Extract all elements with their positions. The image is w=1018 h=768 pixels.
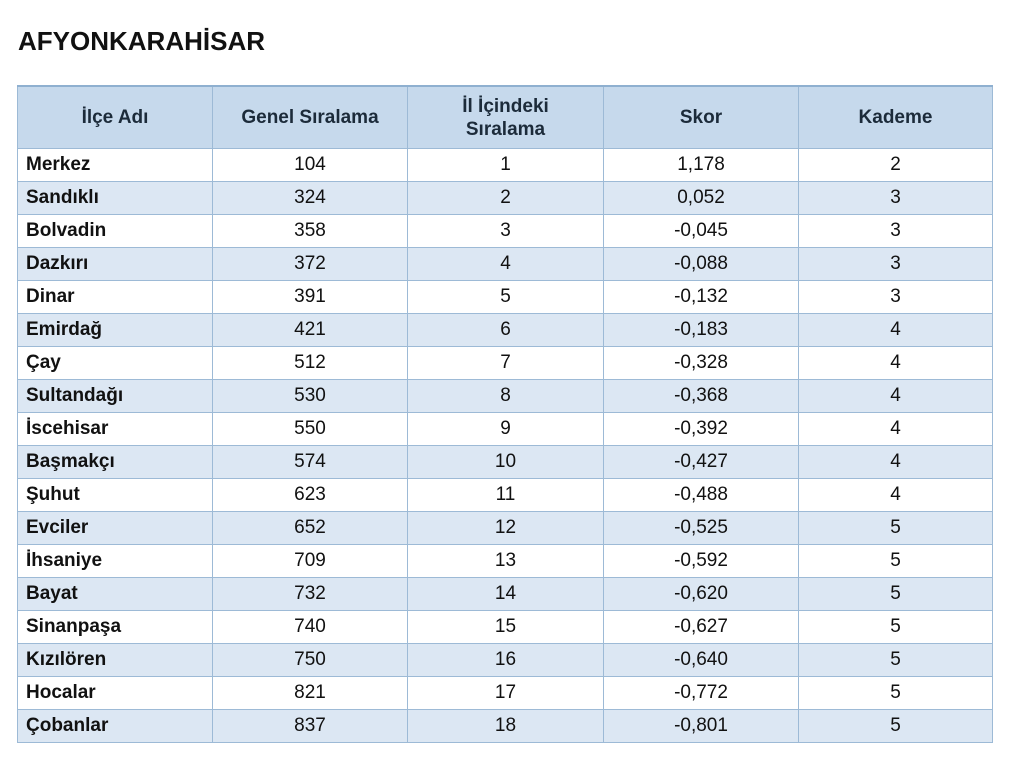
cell-district-name: Çay [18, 347, 213, 380]
cell-tier: 3 [799, 182, 993, 215]
table-row [18, 512, 993, 545]
cell-general-rank: 372 [213, 248, 408, 281]
column-header-label: Kademe [858, 107, 933, 128]
cell-score: -0,427 [604, 446, 799, 479]
table-row [18, 314, 993, 347]
table-row [18, 677, 993, 710]
table-row [18, 644, 993, 677]
cell-score: -0,045 [604, 215, 799, 248]
cell-general-rank: 530 [213, 380, 408, 413]
cell-province-rank: 18 [408, 710, 604, 743]
cell-tier: 2 [799, 149, 993, 182]
cell-score: -0,488 [604, 479, 799, 512]
column-header-province-rank [408, 86, 604, 149]
cell-district-name: Merkez [18, 149, 213, 182]
cell-province-rank: 5 [408, 281, 604, 314]
cell-score: -0,525 [604, 512, 799, 545]
column-header-district [18, 86, 213, 149]
cell-tier: 5 [799, 611, 993, 644]
cell-general-rank: 837 [213, 710, 408, 743]
table-row [18, 215, 993, 248]
cell-general-rank: 358 [213, 215, 408, 248]
table-row [18, 347, 993, 380]
cell-general-rank: 623 [213, 479, 408, 512]
cell-score: 0,052 [604, 182, 799, 215]
cell-province-rank: 15 [408, 611, 604, 644]
cell-district-name: Hocalar [18, 677, 213, 710]
table-row [18, 149, 993, 182]
cell-score: -0,328 [604, 347, 799, 380]
cell-general-rank: 421 [213, 314, 408, 347]
cell-district-name: Bolvadin [18, 215, 213, 248]
cell-tier: 5 [799, 677, 993, 710]
cell-general-rank: 652 [213, 512, 408, 545]
table-header-row [18, 86, 993, 149]
cell-district-name: Emirdağ [18, 314, 213, 347]
cell-province-rank: 13 [408, 545, 604, 578]
cell-district-name: Başmakçı [18, 446, 213, 479]
cell-score: -0,368 [604, 380, 799, 413]
table-row [18, 380, 993, 413]
cell-general-rank: 104 [213, 149, 408, 182]
cell-district-name: Sultandağı [18, 380, 213, 413]
cell-tier: 3 [799, 248, 993, 281]
table-row [18, 248, 993, 281]
table-row [18, 545, 993, 578]
cell-score: 1,178 [604, 149, 799, 182]
page-title: AFYONKARAHİSAR [18, 26, 265, 56]
cell-province-rank: 11 [408, 479, 604, 512]
cell-province-rank: 9 [408, 413, 604, 446]
cell-tier: 4 [799, 446, 993, 479]
cell-general-rank: 740 [213, 611, 408, 644]
cell-score: -0,592 [604, 545, 799, 578]
cell-province-rank: 1 [408, 149, 604, 182]
cell-province-rank: 3 [408, 215, 604, 248]
table-body [18, 149, 993, 743]
cell-general-rank: 512 [213, 347, 408, 380]
cell-general-rank: 750 [213, 644, 408, 677]
cell-province-rank: 8 [408, 380, 604, 413]
cell-general-rank: 574 [213, 446, 408, 479]
cell-score: -0,392 [604, 413, 799, 446]
cell-general-rank: 821 [213, 677, 408, 710]
table-row [18, 710, 993, 743]
cell-province-rank: 4 [408, 248, 604, 281]
cell-district-name: Çobanlar [18, 710, 213, 743]
cell-general-rank: 709 [213, 545, 408, 578]
cell-score: -0,640 [604, 644, 799, 677]
cell-tier: 5 [799, 545, 993, 578]
cell-province-rank: 10 [408, 446, 604, 479]
cell-district-name: İhsaniye [18, 545, 213, 578]
cell-district-name: Bayat [18, 578, 213, 611]
district-ranking-table [17, 85, 993, 743]
cell-score: -0,772 [604, 677, 799, 710]
column-header-general-rank [213, 86, 408, 149]
cell-tier: 5 [799, 644, 993, 677]
cell-district-name: İscehisar [18, 413, 213, 446]
cell-general-rank: 391 [213, 281, 408, 314]
cell-tier: 4 [799, 314, 993, 347]
cell-tier: 4 [799, 479, 993, 512]
table-row [18, 446, 993, 479]
cell-general-rank: 550 [213, 413, 408, 446]
column-header-label: İlçe Adı [81, 107, 149, 128]
cell-province-rank: 2 [408, 182, 604, 215]
cell-district-name: Sandıklı [18, 182, 213, 215]
table-row [18, 413, 993, 446]
cell-district-name: Şuhut [18, 479, 213, 512]
table-row [18, 281, 993, 314]
cell-tier: 5 [799, 578, 993, 611]
cell-score: -0,183 [604, 314, 799, 347]
cell-province-rank: 6 [408, 314, 604, 347]
cell-district-name: Evciler [18, 512, 213, 545]
cell-score: -0,088 [604, 248, 799, 281]
cell-tier: 4 [799, 413, 993, 446]
table-row [18, 479, 993, 512]
cell-score: -0,620 [604, 578, 799, 611]
cell-province-rank: 16 [408, 644, 604, 677]
cell-district-name: Kızılören [18, 644, 213, 677]
cell-district-name: Sinanpaşa [18, 611, 213, 644]
cell-tier: 3 [799, 215, 993, 248]
cell-district-name: Dazkırı [18, 248, 213, 281]
cell-district-name: Dinar [18, 281, 213, 314]
cell-province-rank: 7 [408, 347, 604, 380]
cell-general-rank: 732 [213, 578, 408, 611]
cell-general-rank: 324 [213, 182, 408, 215]
cell-tier: 5 [799, 710, 993, 743]
cell-score: -0,801 [604, 710, 799, 743]
cell-province-rank: 14 [408, 578, 604, 611]
cell-tier: 4 [799, 347, 993, 380]
cell-tier: 5 [799, 512, 993, 545]
cell-score: -0,627 [604, 611, 799, 644]
cell-tier: 4 [799, 380, 993, 413]
cell-province-rank: 12 [408, 512, 604, 545]
table-row [18, 611, 993, 644]
column-header-tier [799, 86, 993, 149]
table-row [18, 182, 993, 215]
cell-score: -0,132 [604, 281, 799, 314]
column-header-label: İl İçindeki Sıralama [462, 95, 549, 140]
table-row [18, 578, 993, 611]
column-header-label: Genel Sıralama [241, 107, 379, 128]
cell-province-rank: 17 [408, 677, 604, 710]
column-header-score [604, 86, 799, 149]
cell-tier: 3 [799, 281, 993, 314]
column-header-label: Skor [679, 107, 723, 128]
